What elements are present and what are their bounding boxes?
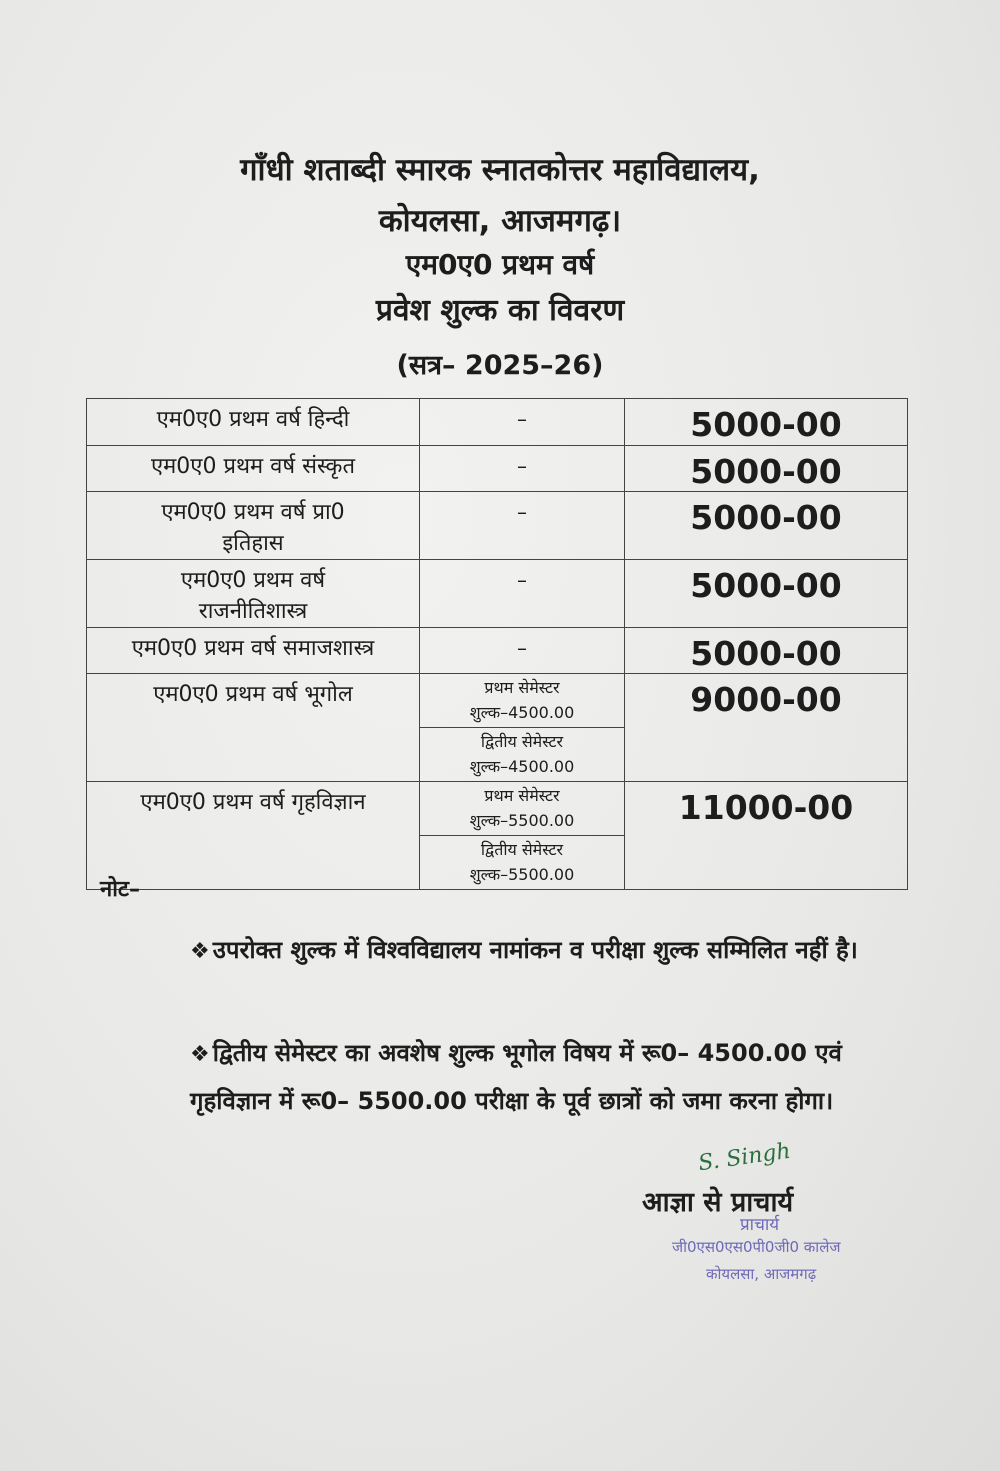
amount-cell: 5000-00 <box>625 446 908 492</box>
note-text: द्वितीय सेमेस्टर का अवशेष शुल्क भूगोल विषय में रू0– 4500.00 एवं गृहविज्ञान में रू0– 5500.00 परीक्षा के पूर्व छात्रों को जमा करना होगा। <box>190 1039 842 1115</box>
course-cell <box>87 492 420 560</box>
course-name: एम0ए0 प्रथम वर्ष प्रा0 <box>161 500 345 525</box>
semester-fee: शुल्क–5500.00 <box>469 811 575 830</box>
semester-cell <box>420 782 625 836</box>
course-cell <box>87 446 420 492</box>
semester-cell <box>420 836 625 890</box>
semester-label: प्रथम सेमेस्टर <box>484 786 560 805</box>
course-cell <box>87 399 420 446</box>
college-place: कोयलसा, आजमगढ़। <box>378 203 622 239</box>
semester-label: द्वितीय सेमेस्टर <box>480 732 564 751</box>
course-name: एम0ए0 प्रथम वर्ष भूगोल <box>153 682 353 707</box>
course-name: एम0ए0 प्रथम वर्ष समाजशास्त्र <box>131 636 375 661</box>
detail-cell: – <box>420 628 625 674</box>
amount-cell: 9000-00 <box>625 674 908 782</box>
note-item <box>190 927 905 975</box>
note-text: उपरोक्त शुल्क में विश्वविद्यालय नामांकन व परीक्षा शुल्क सम्मिलित नहीं है। <box>212 936 858 964</box>
amount-cell: 5000-00 <box>625 628 908 674</box>
amount-cell: 5000-00 <box>625 560 908 628</box>
stamp-title: प्राचार्य <box>740 1215 780 1235</box>
course-name: एम0ए0 प्रथम वर्ष गृहविज्ञान <box>140 790 366 815</box>
stamp-college: जी0एस0एस0पी0जी0 कालेज <box>672 1238 841 1256</box>
course-name-line2: इतिहास <box>222 531 284 556</box>
bullet-icon: ❖ <box>190 1042 210 1067</box>
table-row <box>87 492 908 560</box>
semester-cell <box>420 728 625 782</box>
detail-cell: – <box>420 446 625 492</box>
semester-fee: शुल्क–4500.00 <box>469 757 575 776</box>
course-cell <box>87 674 420 782</box>
course-title: एम0ए0 प्रथम वर्ष <box>405 248 595 281</box>
semester-label: द्वितीय सेमेस्टर <box>480 840 564 859</box>
course-cell <box>87 628 420 674</box>
course-name: एम0ए0 प्रथम वर्ष हिन्दी <box>156 407 350 432</box>
course-name-line2: राजनीतिशास्त्र <box>198 599 308 624</box>
amount-cell: 5000-00 <box>625 399 908 446</box>
table-row <box>87 782 908 836</box>
college-name: गाँधी शताब्दी स्मारक स्नातकोत्तर महाविद्यालय, <box>240 152 760 188</box>
course-name: एम0ए0 प्रथम वर्ष संस्कृत <box>150 454 355 479</box>
semester-cell <box>420 674 625 728</box>
detail-cell: – <box>420 492 625 560</box>
note-item <box>190 1030 905 1125</box>
stamp-place: कोयलसा, आजमगढ़ <box>706 1265 817 1283</box>
bullet-icon: ❖ <box>190 939 210 964</box>
detail-cell: – <box>420 560 625 628</box>
course-cell <box>87 560 420 628</box>
table-row <box>87 399 908 446</box>
detail-cell: – <box>420 399 625 446</box>
amount-cell: 5000-00 <box>625 492 908 560</box>
fee-table <box>86 398 908 890</box>
session: (सत्र– 2025–26) <box>396 350 604 381</box>
table-row <box>87 628 908 674</box>
semester-fee: शुल्क–5500.00 <box>469 865 575 884</box>
amount-cell: 11000-00 <box>625 782 908 890</box>
table-row <box>87 674 908 728</box>
semester-label: प्रथम सेमेस्टर <box>484 678 560 697</box>
handwritten-signature: S. Singh <box>696 1138 793 1177</box>
table-row <box>87 560 908 628</box>
course-name: एम0ए0 प्रथम वर्ष <box>180 568 326 593</box>
notice-subject: प्रवेश शुल्क का विवरण <box>375 293 625 328</box>
note-label: नोट– <box>100 877 140 902</box>
signature-designation: आज्ञा से प्राचार्य <box>642 1187 794 1218</box>
table-row <box>87 446 908 492</box>
semester-fee: शुल्क–4500.00 <box>469 703 575 722</box>
